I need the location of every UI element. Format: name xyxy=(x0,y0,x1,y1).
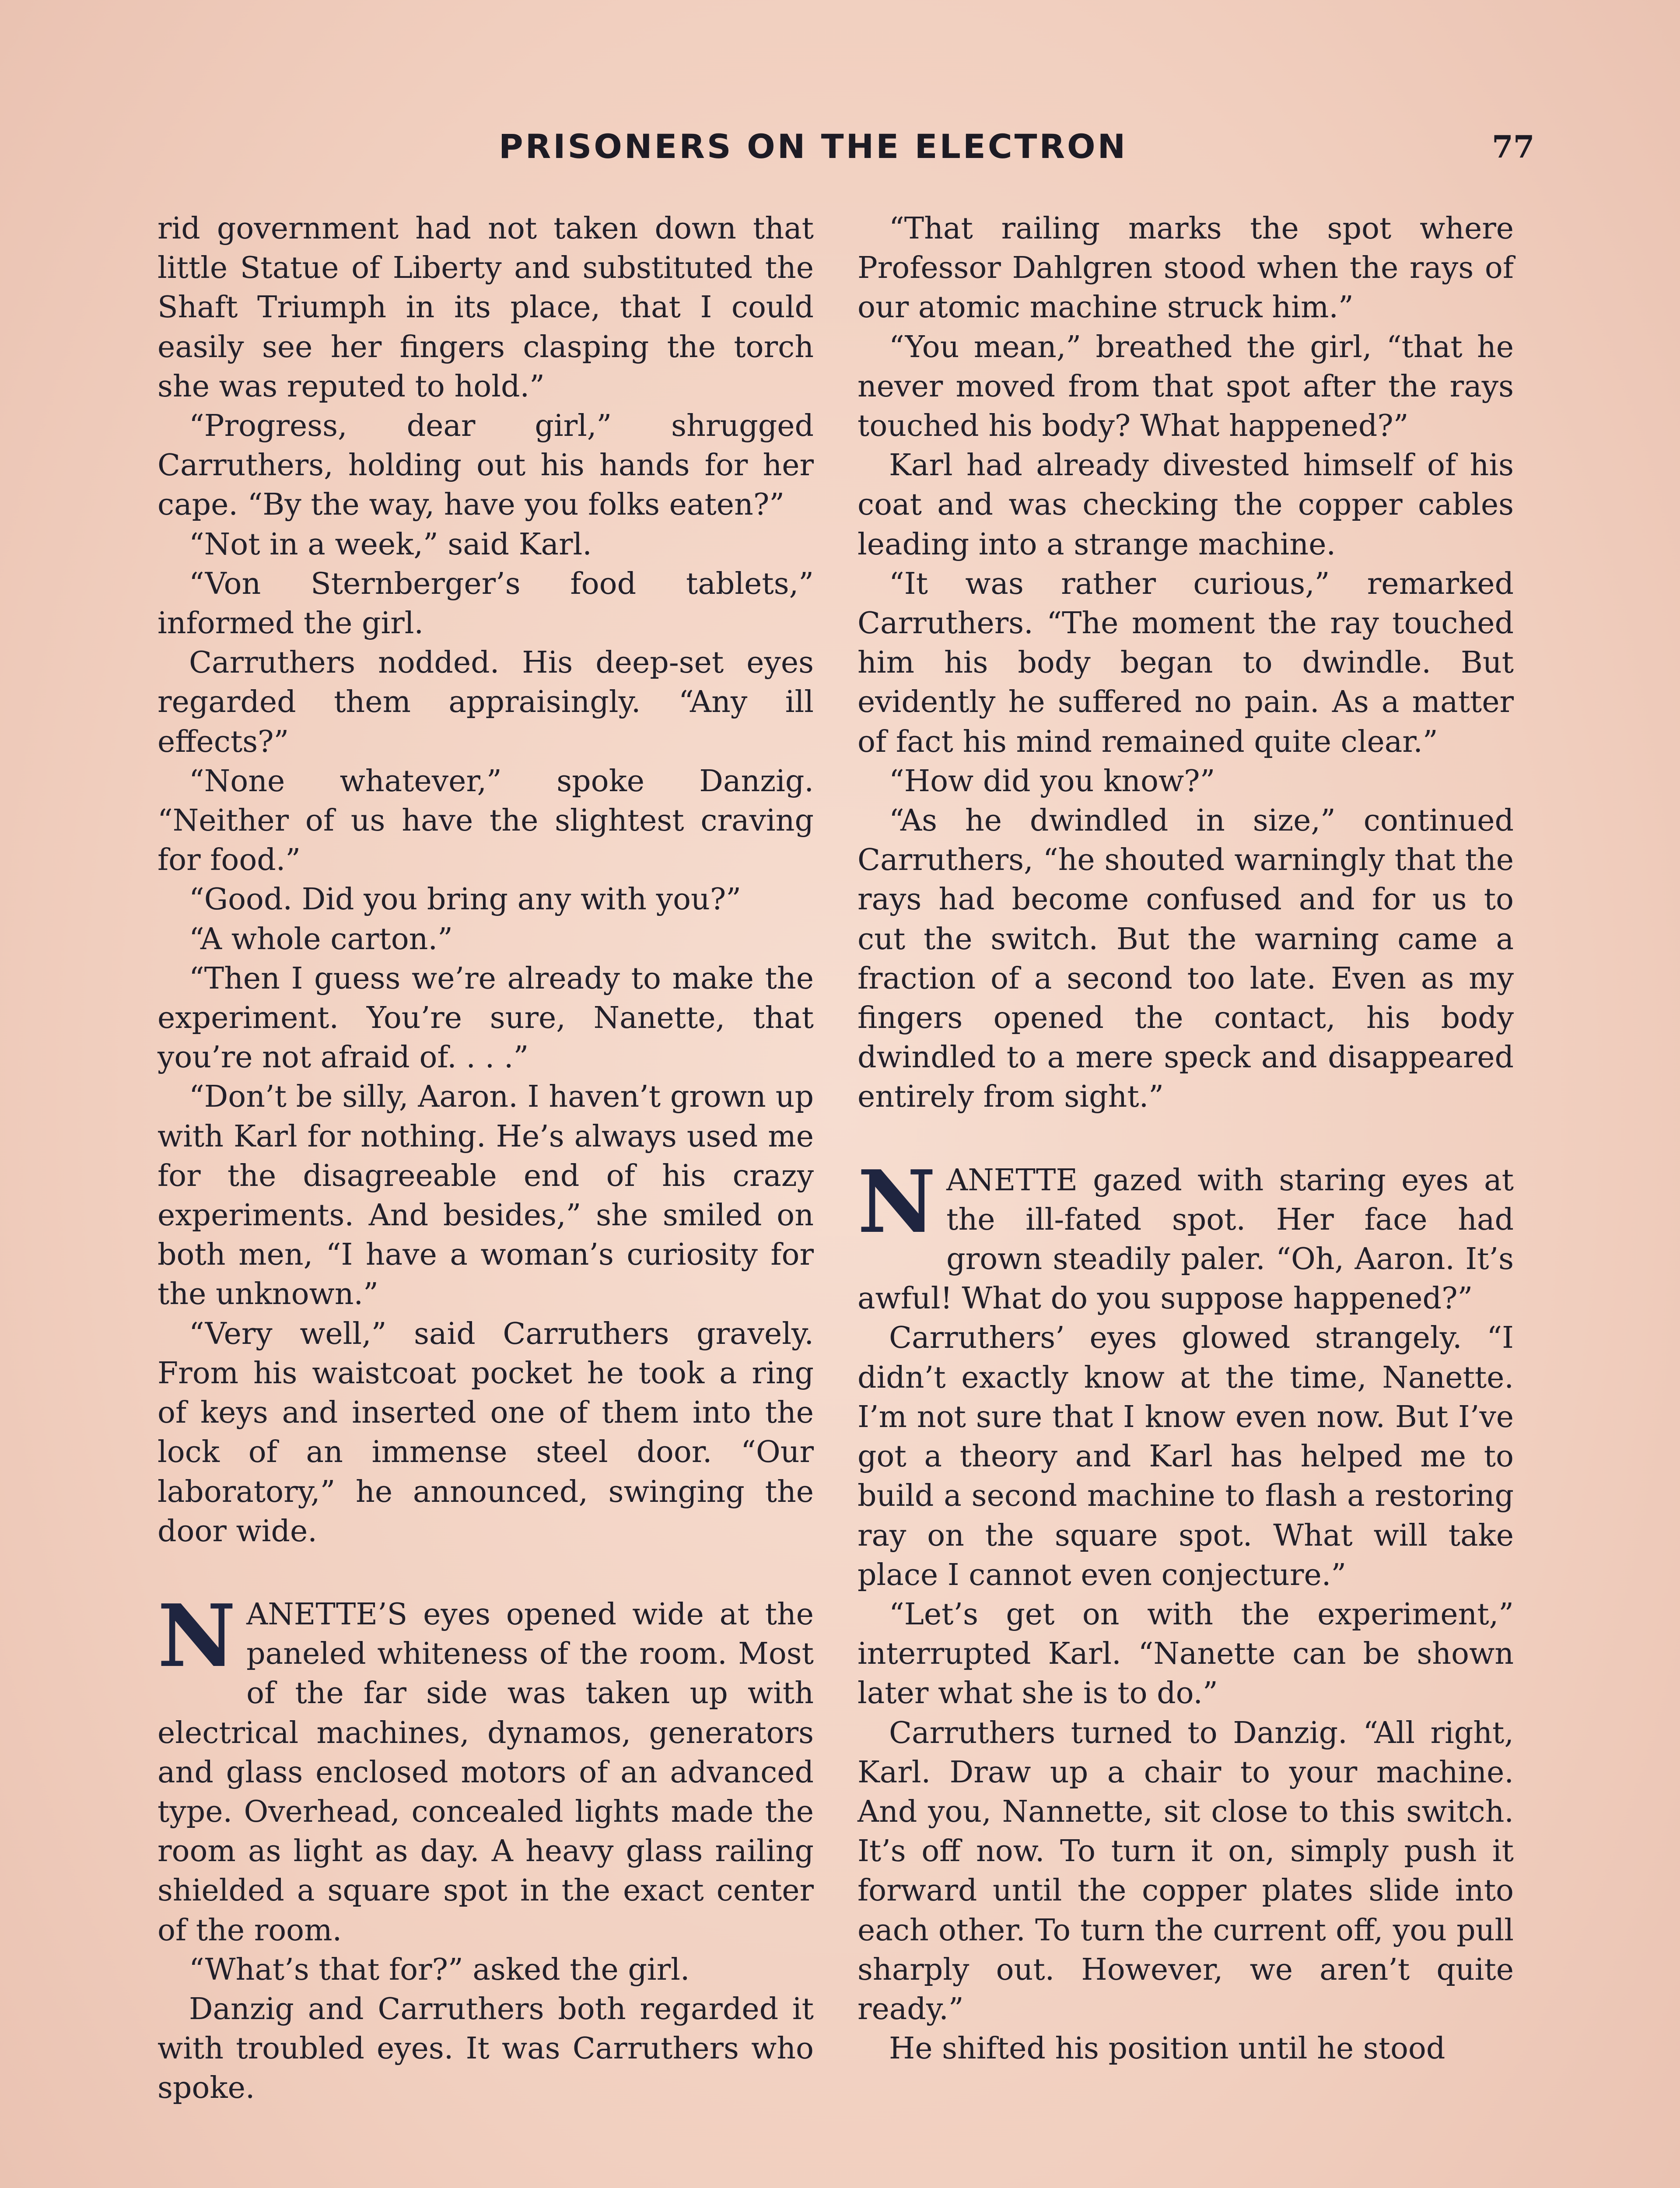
paragraph: “Then I guess we’re already to make the experiment. You’re sure, Nanette, that you’re not afraid of. . . .” xyxy=(158,961,814,1075)
paragraph: He shifted his position until he stood xyxy=(889,2031,1446,2066)
paragraph: “How did you know?” xyxy=(889,764,1215,799)
paragraph: Carruthers turned to Danzig. “All right, Karl. Draw up a chair to your machine. And you, Nannette, sit close to this switch. It’s off now. To turn it on, simply push it forward until the copper plates slide into each other. To turn the current off, you pull sharply out. However, we aren’t quite ready.” xyxy=(858,1715,1514,2027)
paragraph: “Von Sternberger’s food tablets,” informed the girl. xyxy=(158,566,814,641)
paragraph: “As he dwindled in size,” continued Carruthers, “he shouted warningly that the rays had become confused and for us to cut the switch. But the warning came a fraction of a second too late. Even as my fingers opened the contact, his body dwindled to a mere speck and disappeared entirely from sight.” xyxy=(858,803,1514,1115)
paragraph: “That railing marks the spot where Professor Dahlgren stood when the rays of our atomic machine struck him.” xyxy=(858,211,1514,325)
paragraph: “Progress, dear girl,” shrugged Carruthers, holding out his hands for her cape. “By the way, have you folks eaten?” xyxy=(158,409,814,522)
paragraph: “None whatever,” spoke Danzig. “Neither of us have the slightest craving for food.” xyxy=(158,764,814,878)
paragraph: Danzig and Carruthers both regarded it with troubled eyes. It was Carruthers who spoke. xyxy=(158,1992,814,2106)
drop-cap: N xyxy=(158,1585,236,1687)
paragraph: “Don’t be silly, Aaron. I haven’t grown up with Karl for nothing. He’s always used me for the disagreeable end of his crazy experiments. And besides,” she smiled on both men, “I have a woman’s curiosity for the unknown.” xyxy=(158,1080,814,1312)
section-text: ANETTE gazed with staring eyes at the ill-fated spot. Her face had grown steadily paler. “Oh, Aaron. It’s awful! What do you suppose happened?” xyxy=(858,1163,1514,1316)
paragraph: Carruthers nodded. His deep-set eyes regarded them appraisingly. “Any ill effects?” xyxy=(158,645,814,759)
left-column xyxy=(158,209,814,2108)
running-title: PRISONERS ON THE ELECTRON xyxy=(499,127,1128,166)
section-text: ANETTE’S eyes opened wide at the paneled whiteness of the room. Most of the far side was taken up with electrical machines, dynamos, generators and glass enclosed motors of an advanced type. Overhead, concealed lights made the room as light as day. A heavy glass railing shielded a square spot in the exact center of the room. xyxy=(158,1597,814,1948)
page-header xyxy=(0,127,1680,175)
page-number: 77 xyxy=(1492,129,1535,165)
paragraph: “Very well,” said Carruthers gravely. From his waistcoat pocket he took a ring of keys and inserted one of them into the lock of an immense steel door. “Our laboratory,” he announced, swinging the door wide. xyxy=(158,1316,814,1549)
section-paragraph xyxy=(858,1151,1514,1319)
paragraph: Karl had already divested himself of his coat and was checking the copper cables leading into a strange machine. xyxy=(858,448,1514,562)
paragraph: “Good. Did you bring any with you?” xyxy=(189,882,742,917)
paragraph: “Not in a week,” said Karl. xyxy=(189,527,592,562)
drop-cap: N xyxy=(858,1151,936,1252)
paragraph: “Let’s get on with the experiment,” interrupted Karl. “Nanette can be shown later what she is to do.” xyxy=(858,1597,1514,1711)
paragraph: “What’s that for?” asked the girl. xyxy=(189,1952,690,1987)
paragraph: “A whole carton.” xyxy=(189,922,453,957)
paragraph: Carruthers’ eyes glowed strangely. “I didn’t exactly know at the time, Nanette. I’m not sure that I know even now. But I’ve got a theory and Karl has helped me to build a second machine to flash a restoring ray on the square spot. What will take place I cannot even conjecture.” xyxy=(858,1321,1514,1592)
right-column xyxy=(858,209,1514,2069)
section-paragraph xyxy=(158,1585,814,1950)
paragraph: “You mean,” breathed the girl, “that he never moved from that spot after the rays touched his body? What happened?” xyxy=(858,330,1514,444)
paragraph: rid government had not taken down that little Statue of Liberty and substituted the Shaft Triumph in its place, that I could easily see her fingers clasping the torch she was reputed to hold.” xyxy=(158,211,814,404)
paragraph: “It was rather curious,” remarked Carruthers. “The moment the ray touched him his body began to dwindle. But evidently he suffered no pain. As a matter of fact his mind remained quite clear.” xyxy=(858,566,1514,759)
